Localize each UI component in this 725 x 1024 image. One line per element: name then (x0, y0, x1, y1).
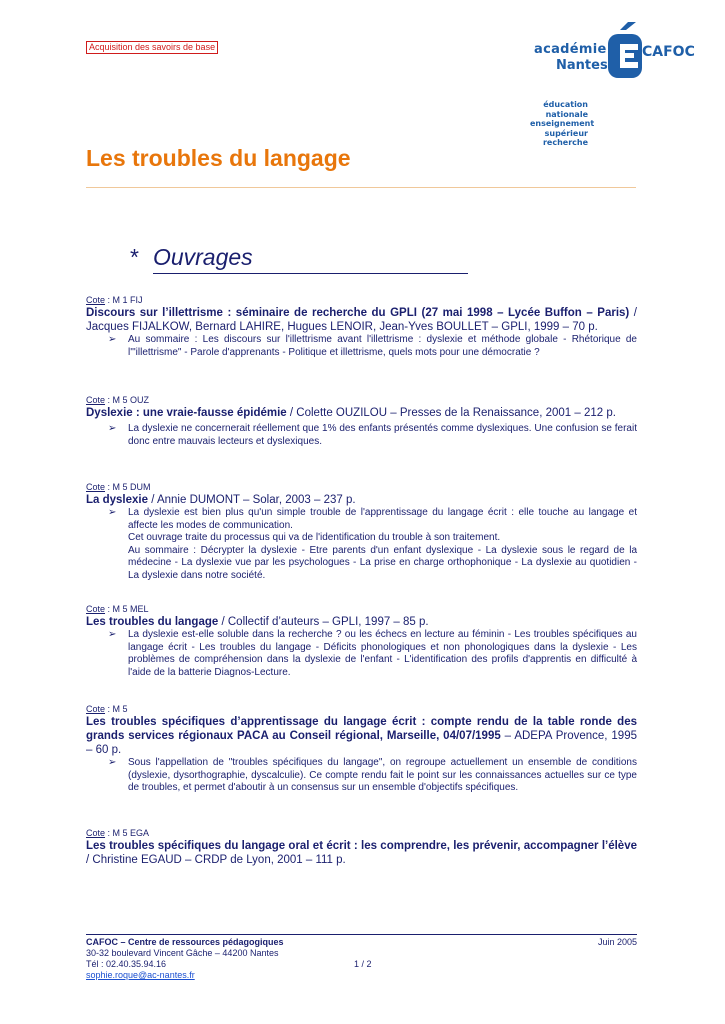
book-summary (86, 423, 637, 448)
book-title: Les troubles spécifiques d’apprentissage du langage écrit : compte rendu de la table ronde des grands services régionaux PACA au Conseil régional, Marseille, 04/07/1995 (86, 716, 637, 742)
logo-nantes: Nantes (556, 58, 608, 73)
page-footer (86, 934, 637, 981)
book-summary (86, 334, 637, 359)
book-title: Dyslexie : une vraie-fausse épidémie (86, 407, 287, 419)
footer-email-link[interactable]: sophie.roque@ac-nantes.fr (86, 970, 195, 980)
logo-subtitle-line: supérieur (544, 128, 588, 138)
footer-address: 30-32 boulevard Vincent Gâche – 44200 Nantes (86, 948, 279, 958)
section-heading (130, 244, 468, 274)
footer-org: CAFOC – Centre de ressources pédagogiques (86, 937, 284, 947)
cote-line (86, 827, 637, 839)
book-details: – ADEPA Provence, 1995 – 60 p. (86, 730, 637, 756)
logo-cafoc: CAFOC (642, 44, 695, 60)
book-details: / Annie DUMONT – Solar, 2003 – 237 p. (148, 494, 356, 506)
cote-value: : M 5 OUZ (105, 395, 150, 405)
logo-subtitle-line: nationale (545, 109, 588, 119)
book-entry (86, 481, 637, 582)
academie-logo (530, 20, 695, 148)
logo-subtitle-line: recherche (542, 138, 588, 148)
cote-line (86, 481, 637, 493)
arrow-bullet-icon: ➢ (108, 423, 117, 434)
summary-text: Au sommaire : Les discours sur l'illettrisme avant l'illettrisme : dyslexie et méthode globale - Rhétorique de l'"illettrisme" - Parole d'apprenants - Politique et illettrisme, quels mots pour une démocratie ? (128, 334, 637, 358)
section-label: Ouvrages (153, 244, 468, 274)
cote-value: : M 5 EGA (105, 828, 150, 838)
cote-line (86, 703, 637, 715)
book-entry (86, 703, 637, 795)
page-title: Les troubles du langage (86, 145, 351, 171)
arrow-bullet-icon: ➢ (108, 629, 117, 640)
header-tag: Acquisition des savoirs de base (86, 41, 218, 54)
arrow-bullet-icon: ➢ (108, 507, 117, 518)
logo-subtitle-line: éducation (543, 100, 588, 109)
book-reference (86, 615, 637, 629)
book-summary-extra: Cet ouvrage traite du processus qui va de l'identification du trouble à son traitement. (128, 532, 501, 543)
book-summary-extra: Au sommaire : Décrypter la dyslexie - Etre parents d'un enfant dyslexique - La dyslexie sous le regard de la médecine - La dyslexie vue par les psychologues - La prise en charge orthophonique - La dyslexie au quotidien - La dyslexie dans notre société. (128, 544, 637, 581)
summary-text: La dyslexie est-elle soluble dans la recherche ? ou les échecs en lecture au féminin - Les troubles spécifiques au langage écrit - Les troubles du langage - Déficits phonologiques et non phonologiques dans la dyslexie - Les problèmes de compréhension dans la dyslexie de l'enfant - L'identification des profils d'apprentis en difficulté à l'aide de la batterie Diagnos-Lecture. (128, 629, 637, 678)
book-title: La dyslexie (86, 494, 149, 506)
arrow-bullet-icon: ➢ (108, 334, 117, 345)
summary-text: Sous l'appellation de "troubles spécifiques du langage", on regroupe actuellement un ensemble de conditions (dyslexie, dysorthographie, dyscalculie). Ce compte rendu fait le point sur les connaissances actuelles sur ce type de troubles, et permet d'aboutir à un consensus sur un ensemble d'objectifs spécifiques. (128, 757, 637, 793)
logo-subtitle-line: enseignement (530, 119, 595, 129)
cote-label: Cote (86, 828, 106, 838)
book-entry (86, 827, 637, 867)
cote-label: Cote (86, 704, 106, 714)
book-entry (86, 394, 637, 448)
page-number: 1 / 2 (354, 959, 372, 969)
book-details: / Colette OUZILOU – Presses de la Renaissance, 2001 – 212 p. (286, 407, 616, 419)
cote-value: : M 5 DUM (105, 482, 151, 492)
cote-label: Cote (86, 295, 106, 305)
book-summary (86, 629, 637, 679)
logo-e-icon (606, 22, 646, 80)
book-details: / Collectif d’auteurs – GPLI, 1997 – 85 p. (218, 616, 429, 628)
book-title: Les troubles du langage (86, 616, 219, 628)
logo-academie: académie (534, 42, 607, 57)
book-reference (86, 839, 637, 867)
summary-text: La dyslexie ne concernerait réellement que 1% des enfants présentés comme dyslexiques. Une confusion se ferait donc entre mauvais lecteurs et dyslexiques. (128, 423, 637, 447)
cote-line (86, 603, 637, 615)
cote-line (86, 294, 637, 306)
cote-line (86, 394, 637, 406)
footer-date: Juin 2005 (597, 937, 637, 947)
book-entry (86, 294, 637, 359)
cote-label: Cote (86, 482, 106, 492)
book-title: Les troubles spécifiques du langage oral et écrit : les comprendre, les prévenir, accompagner l’élève (86, 840, 637, 852)
book-summary (86, 757, 637, 795)
arrow-bullet-icon: ➢ (108, 757, 117, 768)
cote-label: Cote (86, 604, 106, 614)
cote-value: : M 5 MEL (105, 604, 149, 614)
footer-phone: Tél : 02.40.35.94.16 (86, 959, 167, 969)
book-summary (86, 507, 637, 532)
book-reference (86, 493, 637, 507)
logo-subtitle (530, 100, 595, 148)
book-title: Discours sur l’illettrisme : séminaire de recherche du GPLI (27 mai 1998 – Lycée Buffon – Paris) (86, 307, 630, 319)
title-divider (86, 187, 636, 188)
book-details: / Jacques FIJALKOW, Bernard LAHIRE, Hugues LENOIR, Jean-Yves BOULLET – GPLI, 1999 – 70 p. (86, 307, 637, 333)
cote-label: Cote (86, 395, 106, 405)
cote-value: : M 1 FIJ (105, 295, 143, 305)
book-reference (86, 715, 637, 757)
summary-text: La dyslexie est bien plus qu'un simple trouble de l'apprentissage du langage écrit : elle touche au langage et affecte les modes de communication. (128, 507, 637, 531)
book-details: / Christine EGAUD – CRDP de Lyon, 2001 – 111 p. (86, 854, 346, 866)
book-reference (86, 306, 637, 334)
book-entry (86, 603, 637, 679)
book-reference (86, 406, 637, 420)
section-star: * (130, 244, 139, 270)
cote-value: : M 5 (105, 704, 128, 714)
